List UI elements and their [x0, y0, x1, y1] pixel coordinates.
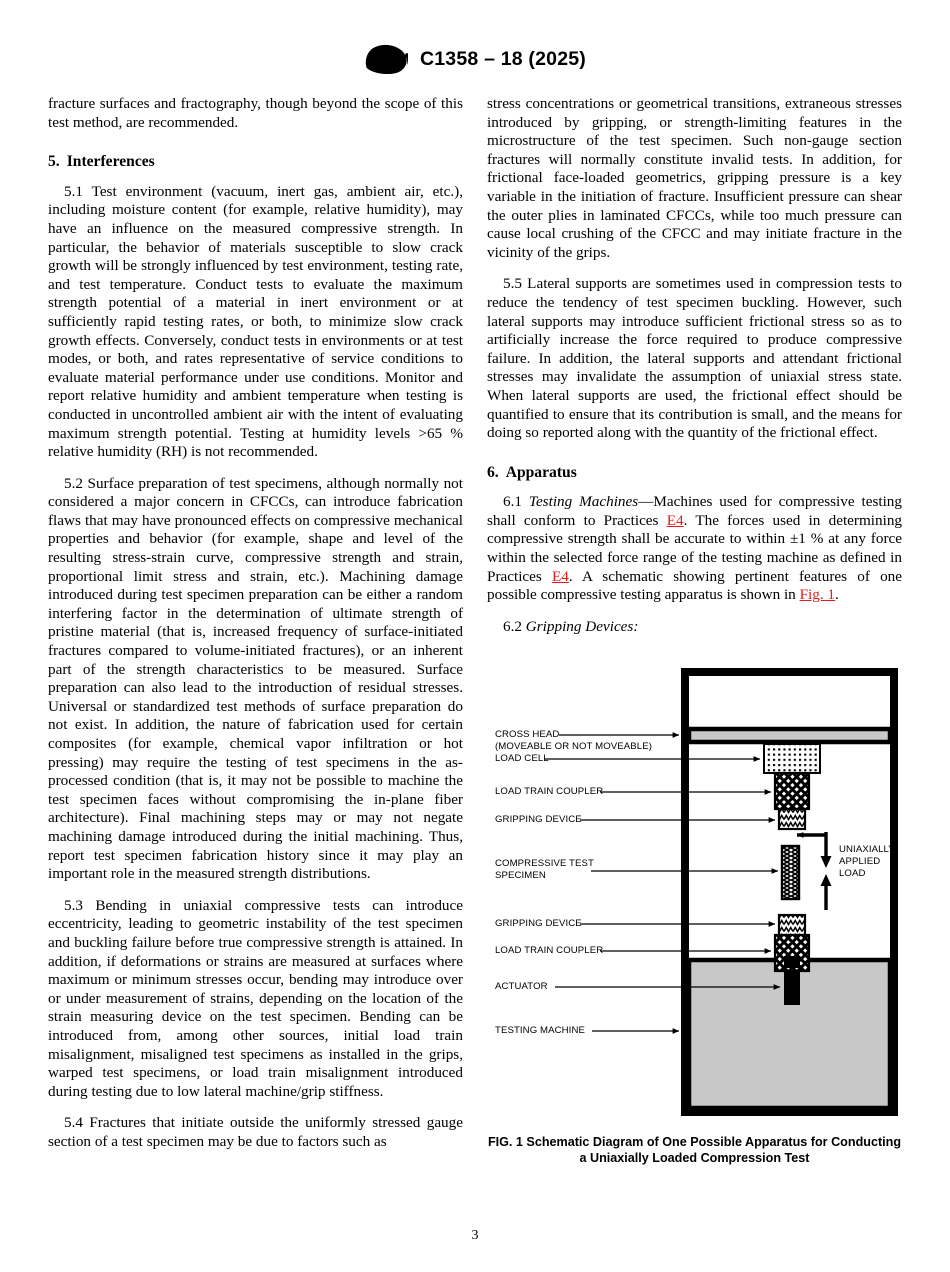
page-header: [0, 44, 950, 74]
figure-label-cross-head: CROSS HEAD: [495, 729, 560, 741]
astm-logo-icon: [364, 44, 408, 74]
link-figure-1[interactable]: Fig. 1: [799, 586, 836, 604]
left-column: [48, 95, 463, 1166]
section-heading-6: [487, 464, 902, 483]
link-practices-e4-second[interactable]: E4: [552, 567, 569, 585]
paragraph-6-1-part4: .: [835, 586, 839, 604]
figure-label-testing-machine: TESTING MACHINE: [495, 1025, 585, 1037]
standard-designation: C1358 – 18 (2025): [419, 47, 587, 70]
paragraph-5-4: 5.4 Fractures that initiate outside the uniformly stressed gauge section of a test specimen may be due to factors such as: [48, 1114, 463, 1150]
figure-1-block: [487, 660, 902, 1166]
paragraph-5-1: 5.1 Test environment (vacuum, inert gas, ambient air, etc.), including moisture content (for example, relative humidity), may have an influence on the measured compressive strength. In particular, the behavior of materials susceptible to slow crack growth will be strongly influenced by test environment, testing rate, and test temperature. Conduct tests to evaluate the maximum strength potential of a material in inert environment or at sufficiently rapid testing rates, or both, to minimize slow crack growth effects. Conversely, conduct tests in environments or at test modes, or both, and rates representative of service conditions to evaluate material performance under use conditions. Monitor and report relative humidity and ambient temperature when testing is conducted in uncontrolled ambient air with the intent of evaluating maximum strength potential. Testing at humidity levels >65 % relative humidity (RH) is not recommended.: [48, 182, 463, 461]
paragraph-5-2: 5.2 Surface preparation of test specimens, although normally not considered a major concern in CFCCs, can introduce fabrication flaws that may have pronounced effects on compressive mechanical properties and behavior (for example, shape and level of the resulting stress-strain curve, compressive strength and strain, proportional limit stress and strain, etc.). Machining damage introduced during test specimen preparation can be either a random interfering factor in the determination of ultimate strength of pristine material (that is, increased frequency of surface-initiated fractures compared to volume-initiated fractures), or an inherent part of the strength characteristics to be measured. Surface preparation can also lead to the introduction of residual stresses. Universal or standardized test methods of surface preparation do not exist. In addition, the nature of fabrication used for certain composites (for example, chemical vapor infiltration or hot pressing) may require the testing of test specimens in the as-processed condition (that is, it may not be possible to machine the test specimen faces without compromising the in-plane fiber architecture). Final machining steps may or may not negate machining damage introduced during the initial machining. Thus, report test specimen fabrication history since it may play an important role in the measured strength distributions.: [48, 474, 463, 883]
paragraph-6-2-number: 6.2: [503, 617, 522, 635]
paragraph-5-5: 5.5 Lateral supports are sometimes used in compression tests to reduce the tendency of test specimen buckling. However, such lateral supports may introduce sufficient frictional stress so as to artificially increase the force required to produce compressive failure. In addition, the lateral supports and attendant frictional stresses may invalidate the assumption of uniaxial stress state. When lateral supports are used, the frictional effect should be quantified to ensure that its contribution is small, and the means for doing so reported along with the quantity of the frictional effect.: [487, 275, 902, 442]
figure-1-caption: FIG. 1 Schematic Diagram of One Possible Apparatus for Conducting a Uniaxially Loaded Compression Test: [487, 1135, 902, 1166]
figure-label-load-train-coupler-bottom: LOAD TRAIN COUPLER: [495, 945, 604, 957]
paragraph-6-1-part2: . The forces used in determining compressive strength shall be accurate to within ±1 % at any force within the selected force range of the testing machine as defined in Practices: [487, 511, 903, 585]
figure-label-gripping-device-bottom: GRIPPING DEVICE: [495, 918, 582, 930]
page-number: 3: [471, 1228, 479, 1243]
link-practices-e4-first[interactable]: E4: [666, 511, 684, 529]
paragraph-6-1-part1: —Machines used for compressive testing shall conform to Practices: [487, 493, 902, 529]
section-heading-5: [48, 153, 463, 172]
gripping-devices-term: Gripping Devices:: [525, 617, 639, 635]
paragraph-6-1-number: 6.1: [503, 493, 522, 511]
paragraph-6-2: [487, 618, 902, 637]
figure-label-compressive-test-specimen-1: COMPRESSIVE TEST: [495, 858, 594, 870]
section-6-number: 6.: [487, 463, 499, 481]
figure-label-actuator: ACTUATOR: [495, 981, 548, 993]
section-6-title: Apparatus: [505, 463, 577, 481]
figure-label-compressive-test-specimen-2: SPECIMEN: [495, 870, 546, 882]
figure-label-gripping-device-top: GRIPPING DEVICE: [495, 814, 582, 826]
figure-label-load-cell: LOAD CELL: [495, 753, 549, 765]
figure-label-load-train-coupler-top: LOAD TRAIN COUPLER: [495, 786, 604, 798]
figure-label-load-line-3: LOAD: [839, 868, 866, 880]
right-column: [487, 95, 902, 1166]
testing-machines-term: Testing Machines: [528, 493, 639, 511]
paragraph-6-1: [487, 493, 902, 605]
figure-label-cross-head-sub: (MOVEABLE OR NOT MOVEABLE): [495, 741, 653, 753]
figure-label-load-line-1: UNIAXIALLY-: [839, 844, 898, 856]
figure-label-load-line-2: APPLIED: [839, 856, 881, 868]
paragraph-5-3: 5.3 Bending in uniaxial compressive tests can introduce eccentricity, leading to geometric instability of the test specimen and buckling failure before true compressive strength is attained. In addition, if deformations or strains are measured at surfaces where maximum or minimum stresses occur, bending may introduce over or under measurement of strains, depending on the location of the strain measuring device on the test specimen. Bending can be introduced from, among other sources, initial load train misalignment, misaligned test specimens as installed in the grips, warped test specimens, or load train misalignment introduced during testing due to low lateral machine/grip stiffness.: [48, 896, 463, 1100]
figure-1-canvas: [487, 660, 902, 1126]
section-5-number: 5.: [48, 153, 60, 171]
paragraph-6-1-part3: . A schematic showing pertinent features of one possible compressive testing apparatus is shown in: [487, 567, 902, 604]
article-columns: [48, 95, 902, 1166]
paragraph-continued-top: fracture surfaces and fractography, though beyond the scope of this test method, are recommended.: [48, 95, 463, 131]
paragraph-5-4-continued: stress concentrations or geometrical transitions, extraneous stresses introduced by gripping, or strength-limiting features in the microstructure of the test specimen. Such non-gauge section fractures will normally constitute invalid tests. In addition, for frictional face-loaded geometrics, gripping pressure is a key variable in the initiation of fracture. Insufficient pressure can shear the outer plies in laminated CFCCs, while too much pressure can cause local crushing of the CFCC and may initiate fracture in the vicinity of the grips.: [487, 95, 902, 261]
section-5-title: Interferences: [66, 153, 155, 171]
